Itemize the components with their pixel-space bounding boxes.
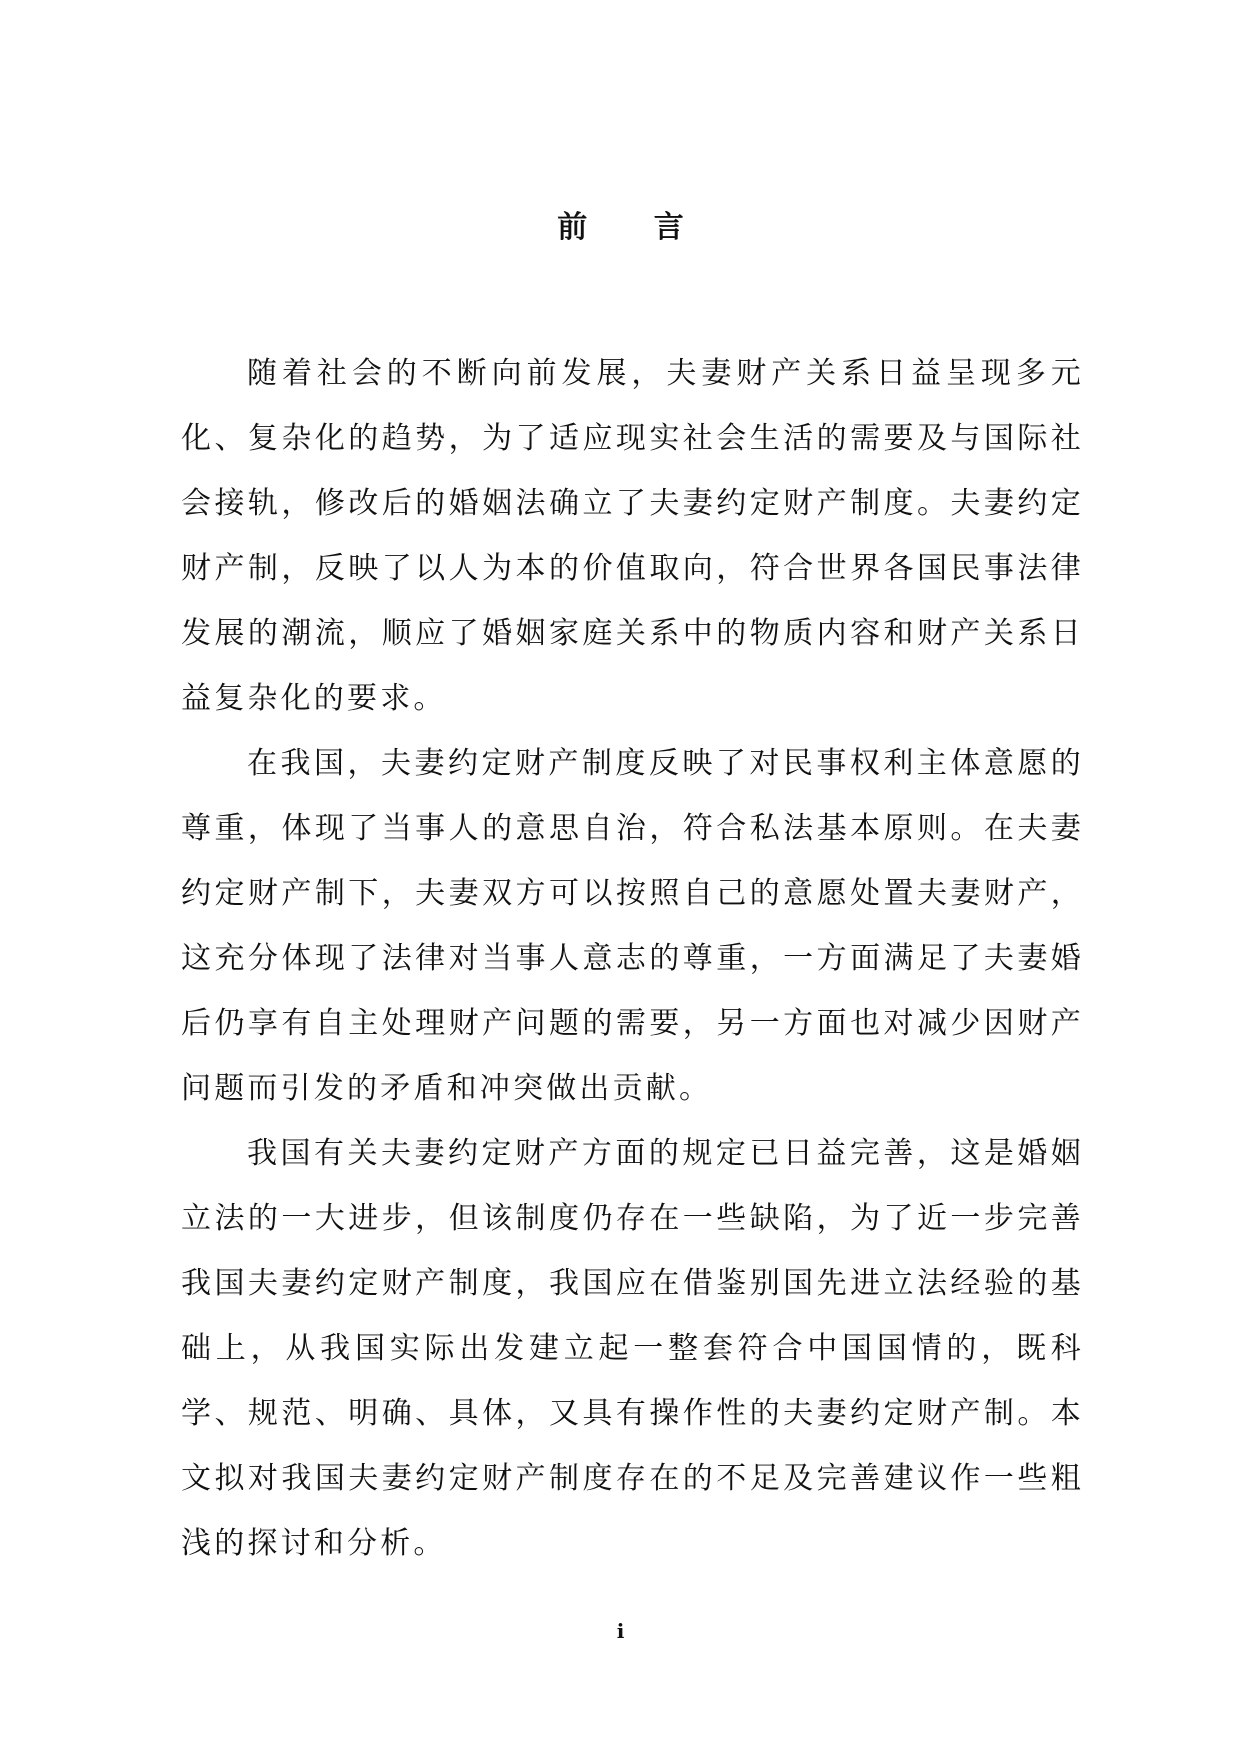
preface-body [181, 341, 1084, 1576]
page-title: 前 言 [557, 210, 712, 245]
page-number: i [616, 1619, 625, 1643]
paragraph-3: 我国有关夫妻约定财产方面的规定已日益完善，这是婚姻立法的一大进步，但该制度仍存在一些缺陷，为了近一步完善我国夫妻约定财产制度，我国应在借鉴别国先进立法经验的基础上，从我国实际出发建立起一整套符合中国国情的，既科学、规范、明确、具体，又具有操作性的夫妻约定财产制。本文拟对我国夫妻约定财产制度存在的不足及完善建议作一些粗浅的探讨和分析。 [181, 1136, 1084, 1561]
paragraph-2: 在我国，夫妻约定财产制度反映了对民事权利主体意愿的尊重，体现了当事人的意思自治，符合私法基本原则。在夫妻约定财产制下，夫妻双方可以按照自己的意愿处置夫妻财产，这充分体现了法律对当事人意志的尊重，一方面满足了夫妻婚后仍享有自主处理财产问题的需要，另一方面也对减少因财产问题而引发的矛盾和冲突做出贡献。 [181, 746, 1084, 1106]
paragraph-1: 随着社会的不断向前发展，夫妻财产关系日益呈现多元化、复杂化的趋势，为了适应现实社会生活的需要及与国际社会接轨，修改后的婚姻法确立了夫妻约定财产制度。夫妻约定财产制，反映了以人为本的价值取向，符合世界各国民事法律发展的潮流，顺应了婚姻家庭关系中的物质内容和财产关系日益复杂化的要求。 [181, 356, 1084, 716]
